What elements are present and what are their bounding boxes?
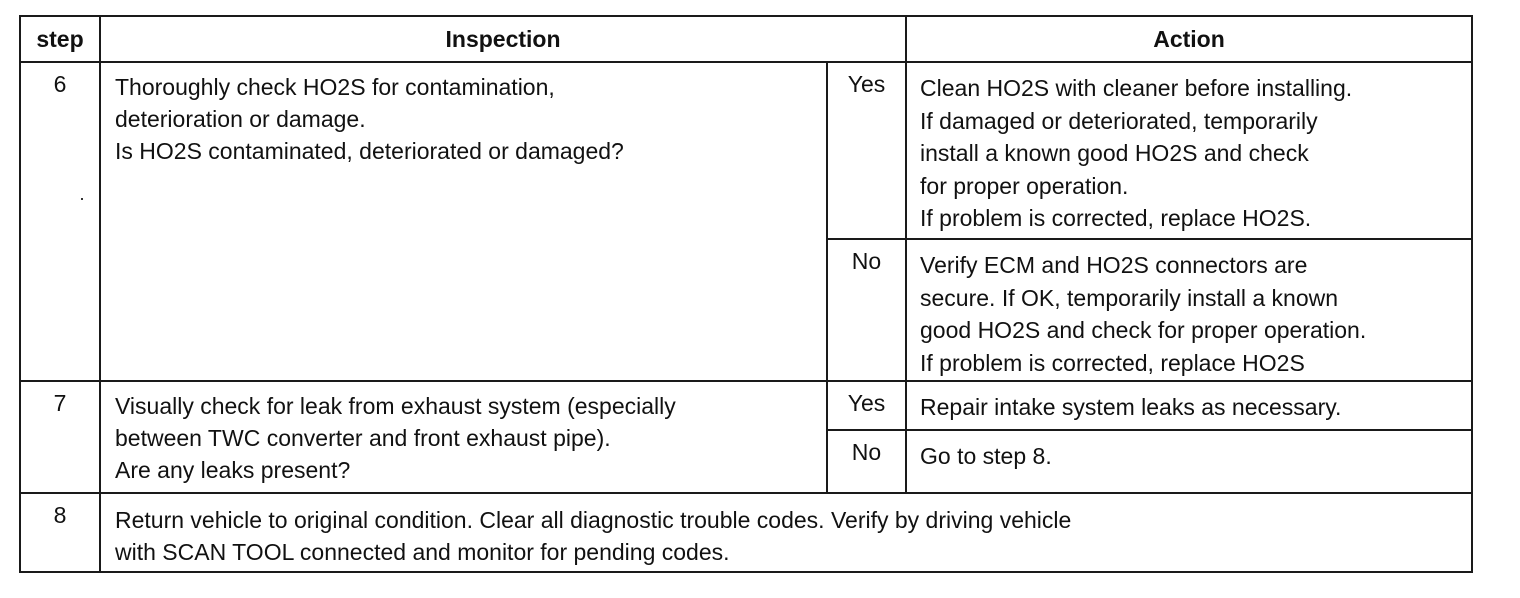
no-label: No [827,430,906,493]
inspection-cell [100,62,827,381]
no-label: No [827,239,906,381]
table-row [20,381,1472,430]
inspection-line: deterioration or damage. [115,106,366,132]
inspection-line: Is HO2S contaminated, deteriorated or damaged? [115,138,624,164]
diagnostic-table [19,15,1473,573]
action-line: Repair intake system leaks as necessary. [920,394,1342,420]
instruction-line: Return vehicle to original condition. Clear all diagnostic trouble codes. Verify by driving vehicle [115,507,1072,533]
inspection-line: between TWC converter and front exhaust pipe). [115,425,611,451]
inspection-line: Visually check for leak from exhaust system (especially [115,393,676,419]
action-line: Verify ECM and HO2S connectors are [920,252,1308,278]
step-number: 7 [20,381,100,493]
action-cell [906,239,1472,381]
yes-label: Yes [827,62,906,239]
step-number: 6 [20,62,100,381]
header-action: Action [906,16,1472,62]
table-row [20,493,1472,572]
action-cell [906,381,1472,430]
action-line: for proper operation. [920,172,1129,199]
inspection-line: Are any leaks present? [115,457,351,483]
action-line: If problem is corrected, replace HO2S [920,349,1305,376]
header-row [20,16,1472,62]
instruction-line: with SCAN TOOL connected and monitor for pending codes. [115,539,730,565]
step-number: 8 [20,493,100,572]
header-inspection: Inspection [100,16,906,62]
action-line: good HO2S and check for proper operation. [920,317,1367,343]
table-row [20,62,1472,239]
action-line: Clean HO2S with cleaner before installing. [920,75,1353,101]
action-line: If problem is corrected, replace HO2S. [920,205,1312,231]
action-cell [906,62,1472,239]
action-line: secure. If OK, temporarily install a known [920,284,1339,311]
action-line: install a known good HO2S and check [920,140,1309,166]
action-cell [906,430,1472,493]
full-width-cell [100,493,1472,572]
action-line: If damaged or deteriorated, temporarily [920,107,1318,134]
action-line: Go to step 8. [920,443,1052,469]
inspection-cell [100,381,827,493]
header-step: step [20,16,100,62]
inspection-line: Thoroughly check HO2S for contamination, [115,74,555,100]
yes-label: Yes [827,381,906,430]
